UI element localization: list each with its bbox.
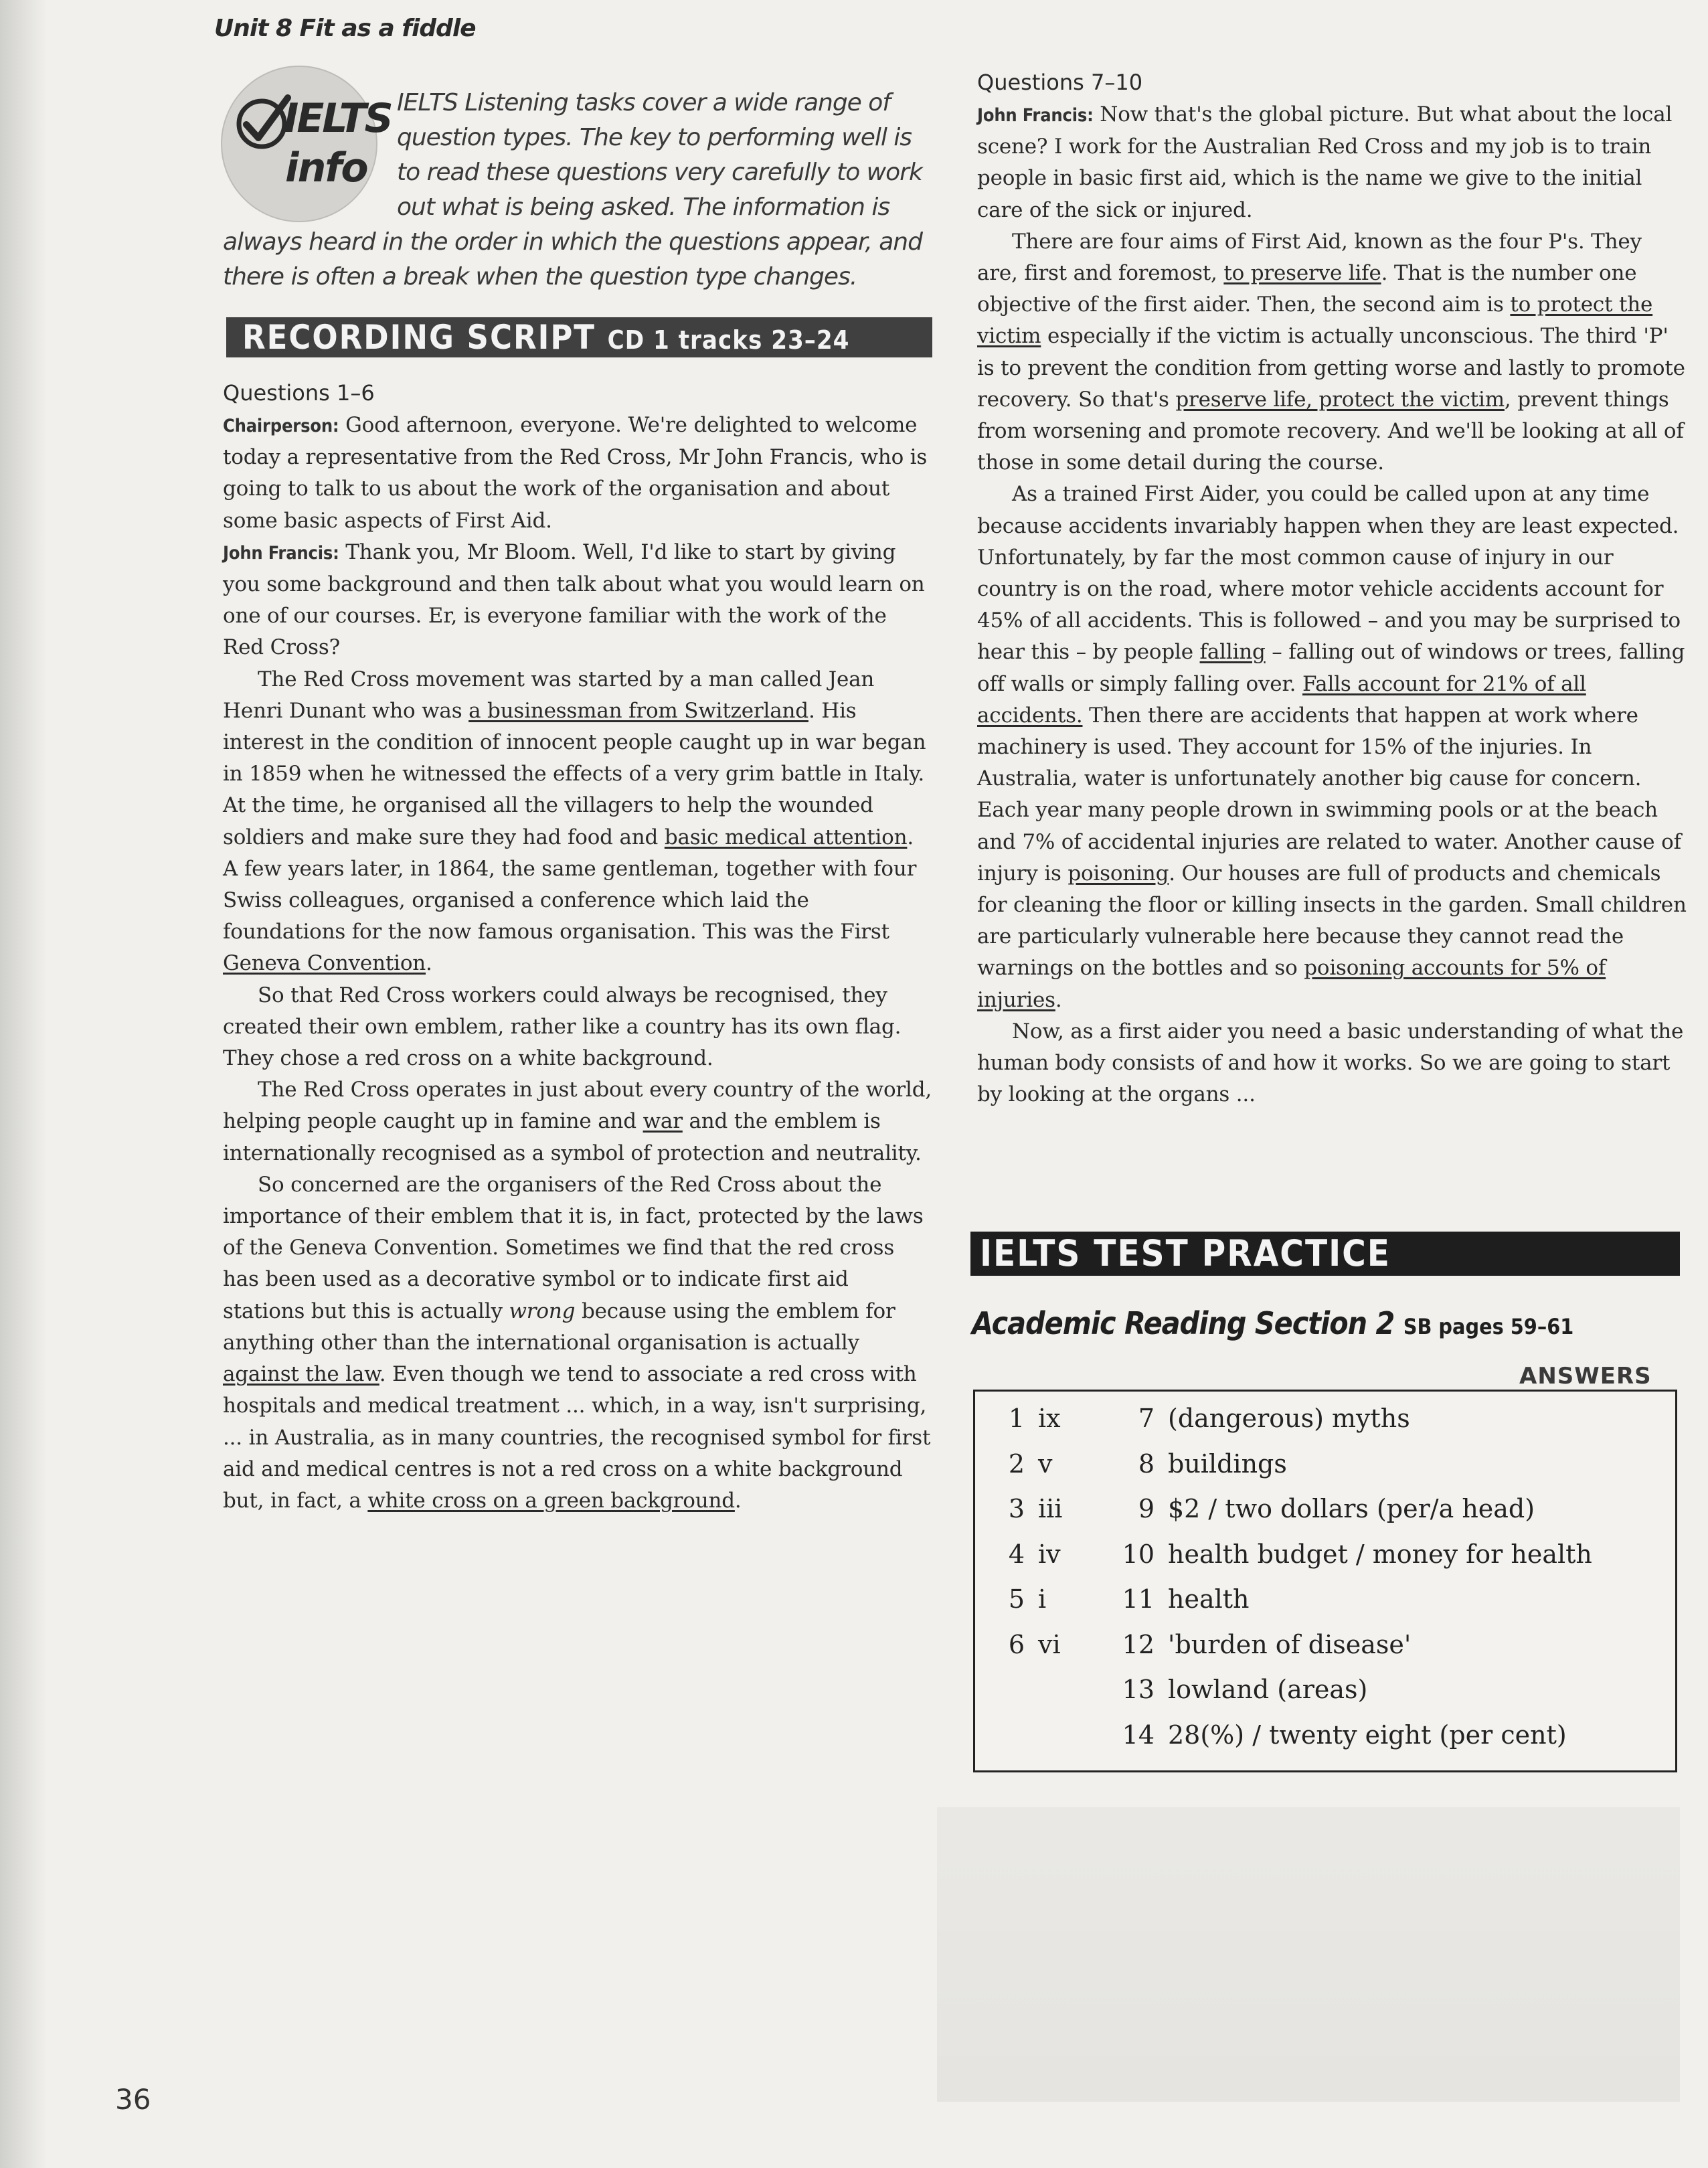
answers-label: ANSWERS [1519,1363,1652,1390]
answer-number: 7 [1138,1404,1155,1433]
script-paragraph: So concerned are the organisers of the Red Cross about the importance of their emblem that it is, in fact, protected by the laws of the Geneva Convention. Sometimes we find that the red cross has been used as a decorative symbol or to indicate first aid stations but this is actually wrong because using the emblem for anything other than the international organisation is actually against the law. Even though we tend to associate a red cross with hospitals and medical treatment ... which, in a way, isn't surprising, ... in Australia, as in many countries, the recognised symbol for first aid and medical centres is not a red cross on a white background but, in fact, a white cross on a green background. [223,1172,931,1513]
script-paragraph: Now, as a first aider you need a basic understanding of what the human body consists of and how it works. So we are going to start by looking at the organs ... [977,1019,1684,1107]
answer-text: i [1038,1584,1047,1614]
answer-underline: to preserve life [1223,261,1381,286]
section-title: Academic Reading Section 2 [972,1305,1395,1341]
answer-text: ix [1038,1404,1061,1433]
answer-number: 4 [1008,1539,1025,1569]
answer-text: $2 / two dollars (per/a head) [1168,1494,1535,1523]
recording-script-right-column [977,70,1687,1111]
answer-text: 28(%) / twenty eight (per cent) [1168,1720,1567,1750]
answer-number: 14 [1122,1720,1155,1750]
answer-text: health [1168,1584,1250,1614]
academic-reading-heading [972,1305,1573,1341]
answer-underline: poisoning accounts for 5% of injuries [977,956,1606,1012]
script-paragraph: Chairperson: Good afternoon, everyone. We're delighted to welcome today a representative from the Red Cross, Mr John Francis, who is going to talk to us about the work of the organisation and about some basic aspects of First Aid. [223,413,928,533]
answer-underline: war [643,1109,683,1134]
unit-header: Unit 8 Fit as a fiddle [214,15,476,42]
answer-underline: against the law [223,1362,379,1387]
script-paragraph: The Red Cross operates in just about every country of the world, helping people caught up in famine and war and the emblem is internationally recognised as a symbol of protection and neutrality. [223,1078,932,1165]
info-paragraph: IELTS Listening tasks cover a wide range of question types. The key to performing well is to read these questions very carefully to work out what is being asked. The information is always heard in the order in which the questions appear, and there is often a break when the question type changes. [223,89,922,290]
badge-label-info: info [285,145,367,191]
bleed-through-area [937,1807,1680,2102]
banner-title: RECORDING SCRIPT [242,318,596,357]
answer-underline: poisoning [1068,861,1169,886]
ielts-test-practice-banner: IELTS TEST PRACTICE [970,1232,1680,1276]
answer-underline: falling [1199,640,1266,665]
answer-number: 9 [1138,1494,1155,1523]
answer-text: buildings [1168,1448,1287,1479]
answer-number: 11 [1122,1584,1155,1614]
answer-underline: basic medical attention [664,825,908,849]
script-paragraph: As a trained First Aider, you could be called upon at any time because accidents invariably happen when they are least expected. Unfortunately, by far the most common cause of injury in our country is on the road, where motor vehicle accidents account for 45% of all accidents. This is followed – and you may be surprised to hear this – by people falling – falling out of windows or trees, falling off walls or simply falling over. Falls account for 21% of all accidents. Then there are accidents that happen at work where machinery is used. They account for 15% of the injuries. In Australia, water is unfortunately another big cause for concern. Each year many people drown in swimming pools or at the beach and 7% of accidental injuries are related to water. Another cause of injury is poisoning. Our houses are full of products and chemicals for cleaning the floor or killing insects in the garden. Small children are particularly vulnerable here because they cannot read the warnings on the bottles and so poisoning accounts for 5% of injuries. [977,482,1687,1012]
answer-number: 3 [1008,1494,1025,1523]
answer-underline: preserve life, protect the victim [1175,387,1505,412]
answer-underline: Geneva Convention [223,951,426,976]
speaker-label: John Francis: [223,542,339,564]
answer-text: health budget / money for health [1168,1539,1592,1569]
answer-text: (dangerous) myths [1168,1404,1410,1433]
answer-number: 5 [1008,1584,1025,1614]
script-paragraph: John Francis: Now that's the global picture. But what about the local scene? I work for the Australian Red Cross and my job is to train people in basic first aid, which is the name we give to the initial care of the sick or injured. [977,102,1673,222]
sb-pages: SB pages 59–61 [1403,1314,1574,1339]
answer-underline: white cross on a green background [367,1488,735,1513]
answer-text: iv [1038,1539,1061,1569]
ielts-info-text [223,86,932,295]
script-paragraph: So that Red Cross workers could always be recognised, they created their own emblem, rather like a country has its own flag. They chose a red cross on a white background. [223,983,902,1071]
answer-text: vi [1038,1629,1061,1659]
speaker-label: Chairperson: [223,416,339,436]
recording-script-left-column [223,380,932,1517]
answer-text: iii [1038,1494,1063,1523]
answer-number: 10 [1122,1539,1155,1569]
page-edge-shadow [0,0,47,2168]
script-paragraph: John Francis: Thank you, Mr Bloom. Well, I'd like to start by giving you some background and then talk about what you would learn on one of our courses. Er, is everyone familiar with the work of the Red Cross? [223,539,925,660]
recording-script-banner [226,317,932,357]
answer-underline: Falls account for 21% of all accidents. [977,671,1586,728]
answer-number: 13 [1122,1675,1155,1704]
answer-number: 1 [1008,1404,1025,1433]
emphasis: wrong [509,1299,576,1323]
answer-underline: a businessman from Switzerland [468,698,808,723]
script-paragraph: There are four aims of First Aid, known as the four P's. They are, first and foremost, to preserve life. That is the number one objective of the first aider. Then, the second aim is to protect the victim especially if the victim is actually unconscious. The third 'P' is to prevent the condition from getting worse and lastly to promote recovery. So that's preserve life, protect the victim, prevent things from worsening and promote recovery. And we'll be looking at all of those in some detail during the course. [977,229,1685,475]
page-number: 36 [115,2083,151,2116]
script-paragraph: The Red Cross movement was started by a man called Jean Henri Dunant who was a businessman from Switzerland. His interest in the condition of innocent people caught up in war began in 1859 when he witnessed the effects of a very grim battle in Italy. At the time, he organised all the villagers to help the wounded soldiers and make sure they had food and basic medical attention. A few years later, in 1864, the same gentleman, together with four Swiss colleagues, organised a conference which laid the foundations for the now famous organisation. This was the First Geneva Convention. [223,667,926,976]
answer-text: lowland (areas) [1168,1675,1368,1704]
questions-heading: Questions 1–6 [223,380,375,406]
speaker-label: John Francis: [977,105,1094,126]
answer-number: 12 [1122,1629,1155,1659]
answer-number: 6 [1008,1629,1025,1659]
answer-text: v [1038,1448,1053,1479]
answer-number: 2 [1008,1448,1025,1479]
answers-box [973,1390,1677,1772]
badge-label-ielts: IELTS [284,95,392,142]
answer-underline: to protect the victim [977,293,1653,349]
answer-text: 'burden of disease' [1168,1629,1412,1659]
banner-tracks: CD 1 tracks 23–24 [607,325,850,355]
questions-heading: Questions 7–10 [977,70,1143,95]
answer-number: 8 [1138,1448,1155,1479]
